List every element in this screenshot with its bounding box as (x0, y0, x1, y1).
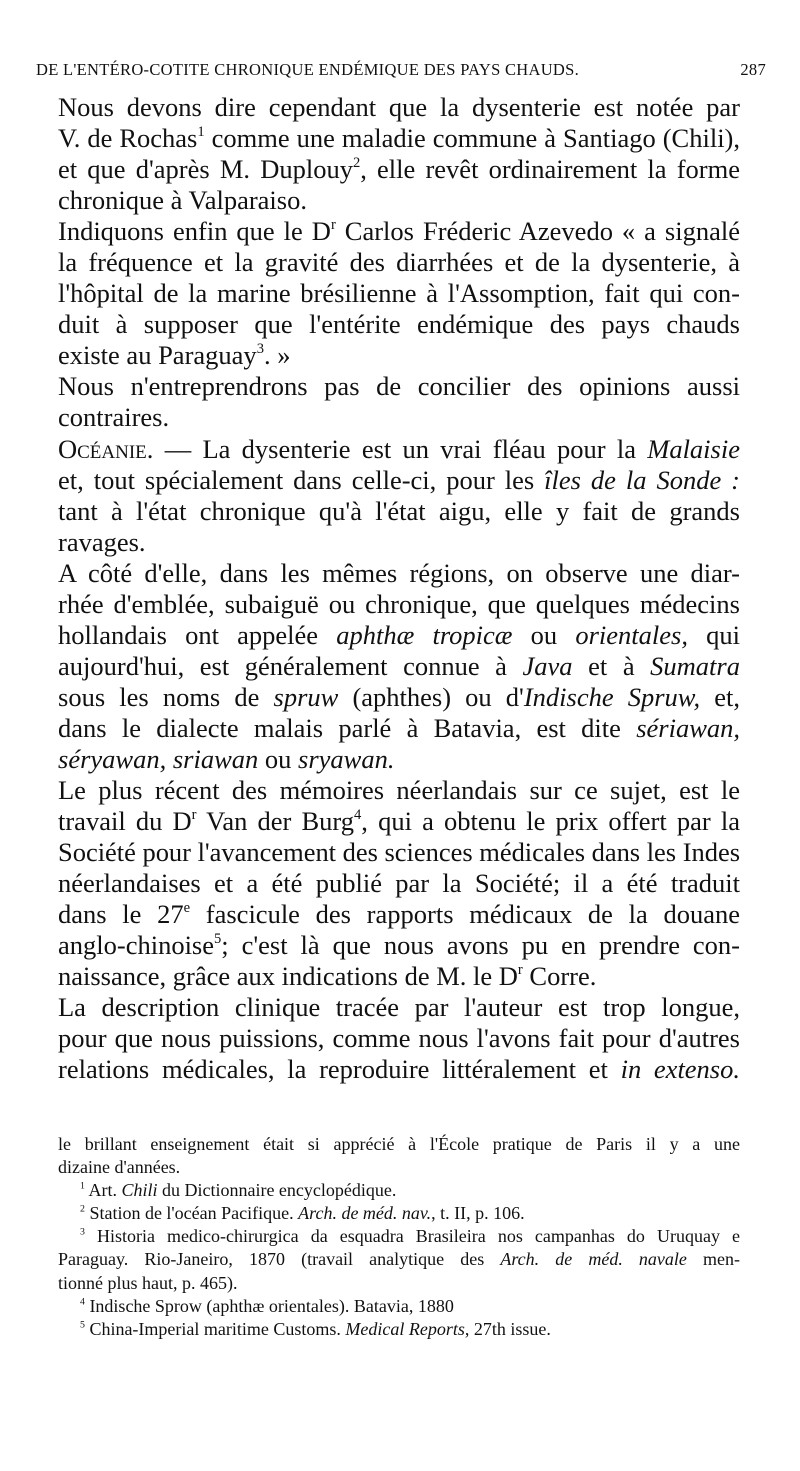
text-run: et, (700, 681, 741, 712)
text-run: , t. II, p. 106. (431, 1203, 525, 1224)
text-run: , elle revêt ordinairement la forme (360, 154, 740, 185)
text-line (58, 92, 740, 123)
text-run: (aphthes) ou d' (338, 681, 524, 712)
text-line (58, 402, 740, 433)
text-run-italic: spruw (273, 681, 339, 712)
text-run: A côté d'elle, dans les mêmes régions, on observe une diar- (58, 557, 740, 588)
text-line (58, 1023, 740, 1054)
text-run: Van der Burg (196, 806, 355, 837)
text-run: et que d'après M. Duplouy (58, 154, 353, 185)
text-run: chronique à Valparaiso. (58, 185, 307, 216)
text-run-italic: séryawan, sriawan (58, 743, 259, 774)
text-line (58, 899, 740, 930)
text-line (58, 713, 740, 744)
text-line (58, 309, 740, 340)
footnote-continuation (58, 1133, 740, 1156)
text-run: ravages. (58, 526, 146, 557)
text-run: anglo-chinoise (58, 930, 215, 961)
text-line (58, 620, 740, 651)
text-run: Paraguay. Rio-Janeiro, 1870 (travail analytique des (58, 1249, 501, 1270)
text-run: , qui a obtenu le prix offert par la (361, 806, 740, 837)
text-run: Nous devons dire cependant que la dysenterie est notée par (58, 92, 740, 122)
footnote-3 (58, 1225, 740, 1248)
text-line (58, 278, 740, 309)
text-line (58, 589, 740, 620)
text-run: l'hôpital de la marine brésilienne à l'Assomption, fait qui con- (58, 278, 740, 309)
text-run: China-Imperial maritime Customs. (84, 1318, 346, 1339)
text-line (58, 216, 740, 247)
text-line (58, 651, 740, 682)
text-run: dans le 27 (58, 899, 184, 930)
text-run: la fréquence et la gravité des diarrhées et de la dysenterie, à (58, 247, 740, 278)
text-run-italic: Medical Reports (345, 1318, 465, 1339)
text-run: dizaine d'années. (58, 1157, 181, 1178)
text-line (58, 434, 740, 465)
text-run: ou (512, 619, 576, 650)
text-run-italic: Arch. de méd. navale (500, 1249, 687, 1270)
text-line (58, 930, 740, 961)
text-line (58, 775, 740, 806)
text-line (58, 123, 740, 154)
footnote-mark: 4 (80, 1296, 85, 1308)
text-run: Art. (84, 1180, 122, 1201)
footnote-3-cont (58, 1272, 740, 1295)
text-run: relations médicales, la reproduire littéralement et (58, 1054, 621, 1085)
footnote-ref: 1 (197, 124, 205, 141)
text-run: pour que nous puissions, comme nous l'avons fait pour d'autres (58, 1023, 740, 1054)
text-run-italic: Sumatra (650, 650, 740, 681)
text-line (58, 992, 740, 1023)
text-run: Corre. (522, 961, 597, 992)
text-line (58, 527, 740, 558)
text-line (58, 744, 740, 775)
abbrev-sup: r (330, 217, 336, 234)
footnote-ref: 4 (354, 807, 362, 824)
footnote-1 (58, 1179, 740, 1202)
text-run-italic: Arch. de méd. nav. (298, 1203, 432, 1224)
text-line (58, 247, 740, 278)
footnote-continuation (58, 1156, 740, 1179)
text-run: ; c'est là que nous avons pu en prendre con- (221, 930, 740, 961)
text-run: contraires. (58, 402, 170, 433)
text-run: du Dictionnaire encyclopédique. (157, 1180, 397, 1201)
text-run: aujourd'hui, est généralement connue à (58, 650, 523, 681)
text-line (58, 154, 740, 185)
text-run: — La dysenterie est un vrai fléau pour la (153, 433, 648, 464)
footnote-2 (58, 1202, 740, 1225)
text-run: . » (263, 340, 291, 371)
text-run-italic: sryawan. (298, 743, 395, 774)
abbrev-sup: r (517, 962, 523, 979)
text-run: duit à supposer que l'entérite endémique des pays chauds (58, 309, 740, 340)
footnote-ref: 3 (256, 341, 264, 358)
text-run: dans le dialecte malais parlé à Batavia, est dite (58, 712, 637, 743)
text-run-italic: Malaisie (647, 433, 740, 464)
text-run-italic: îles de la Sonde : (544, 464, 740, 495)
text-run: Le plus récent des mémoires néerlandais sur ce sujet, est le (58, 775, 740, 806)
text-run-italic: aphthæ tropicæ (336, 619, 513, 650)
text-run: La description clinique tracée par l'auteur est trop longue, (58, 992, 740, 1023)
section-heading: Océanie. (58, 433, 154, 464)
text-run: néerlandaises et a été publié par la Société; il a été traduit (58, 868, 740, 899)
footnote-ref: 5 (214, 931, 222, 948)
text-run: V. de Rochas (58, 123, 198, 154)
text-run: Indische Sprow (aphthæ orientales). Batavia, 1880 (84, 1295, 454, 1316)
text-line (58, 465, 740, 496)
text-run: travail du D (58, 806, 192, 837)
text-run: le brillant enseignement était si apprécié à l'École pratique de Paris il y a une (58, 1134, 740, 1154)
text-run: tionné plus haut, p. 465). (58, 1272, 238, 1293)
text-line (58, 496, 740, 527)
text-run-italic: sériawan, (636, 712, 740, 743)
running-title: DE L'ENTÉRO-COTITE CHRONIQUE ENDÉMIQUE DES PAYS CHAUDS. (36, 60, 580, 79)
text-run: Historia medico-chirurgica da esquadra Brasileira nos campanhas do Uruquay e (84, 1226, 740, 1247)
text-line (58, 185, 740, 216)
ordinal-sup: e (183, 900, 191, 917)
text-line (58, 961, 740, 992)
text-run: comme une maladie commune à Santiago (Chili), (204, 123, 740, 154)
footnote-mark: 5 (80, 1319, 85, 1331)
text-run: rhée d'emblée, subaiguë ou chronique, que quelques médecins (58, 588, 740, 619)
text-run: Carlos Fréderic Azevedo « a signalé (335, 216, 740, 247)
text-run: Nous n'entreprendrons pas de concilier des opinions aussi (58, 371, 740, 402)
text-run: qui (687, 619, 741, 650)
text-line (58, 806, 740, 837)
text-run: sous les noms de (58, 681, 274, 712)
main-text (58, 92, 740, 1086)
text-line (58, 340, 740, 371)
text-run: tant à l'état chronique qu'à l'état aigu, elle y fait de grands (58, 495, 740, 526)
text-run: naissance, grâce aux indications de M. le D (58, 961, 518, 992)
footnote-3-cont (58, 1248, 740, 1271)
text-run-italic: Indische Spruw, (523, 681, 701, 712)
text-line (58, 371, 740, 402)
text-line (58, 837, 740, 868)
text-run-italic: Java (522, 650, 573, 681)
page-number: 287 (740, 60, 766, 79)
text-run: Indiquons enfin que le D (58, 216, 331, 247)
running-head (36, 60, 766, 90)
text-run: et à (572, 650, 651, 681)
text-run: fascicule des rapports médicaux de la douane (190, 899, 740, 930)
text-line (58, 682, 740, 713)
footnote-mark: 2 (80, 1203, 85, 1215)
footnote-mark: 1 (80, 1180, 85, 1192)
text-run: Station de l'océan Pacifique. (84, 1203, 299, 1224)
text-run: men- (686, 1249, 741, 1270)
footnotes (58, 1133, 740, 1341)
text-run: ou (258, 743, 298, 774)
footnote-ref: 2 (352, 155, 361, 172)
text-run-italic: Chili (121, 1180, 158, 1201)
footnote-4 (58, 1295, 740, 1318)
text-run: et, tout spécialement dans celle-ci, pour les (58, 464, 545, 495)
text-line (58, 1054, 740, 1085)
text-run: existe au Paraguay (58, 340, 257, 371)
footnote-mark: 3 (80, 1226, 85, 1238)
text-line (58, 558, 740, 589)
text-line (58, 868, 740, 899)
footnote-5 (58, 1318, 740, 1341)
text-run-italic: in extenso. (620, 1054, 741, 1085)
text-run-italic: orientales, (575, 619, 688, 650)
text-run: Société pour l'avancement des sciences médicales dans les Indes (58, 837, 740, 868)
abbrev-sup: r (191, 807, 197, 824)
text-run: hollandais ont appelée (58, 619, 337, 650)
text-run: , 27th issue. (464, 1318, 551, 1339)
